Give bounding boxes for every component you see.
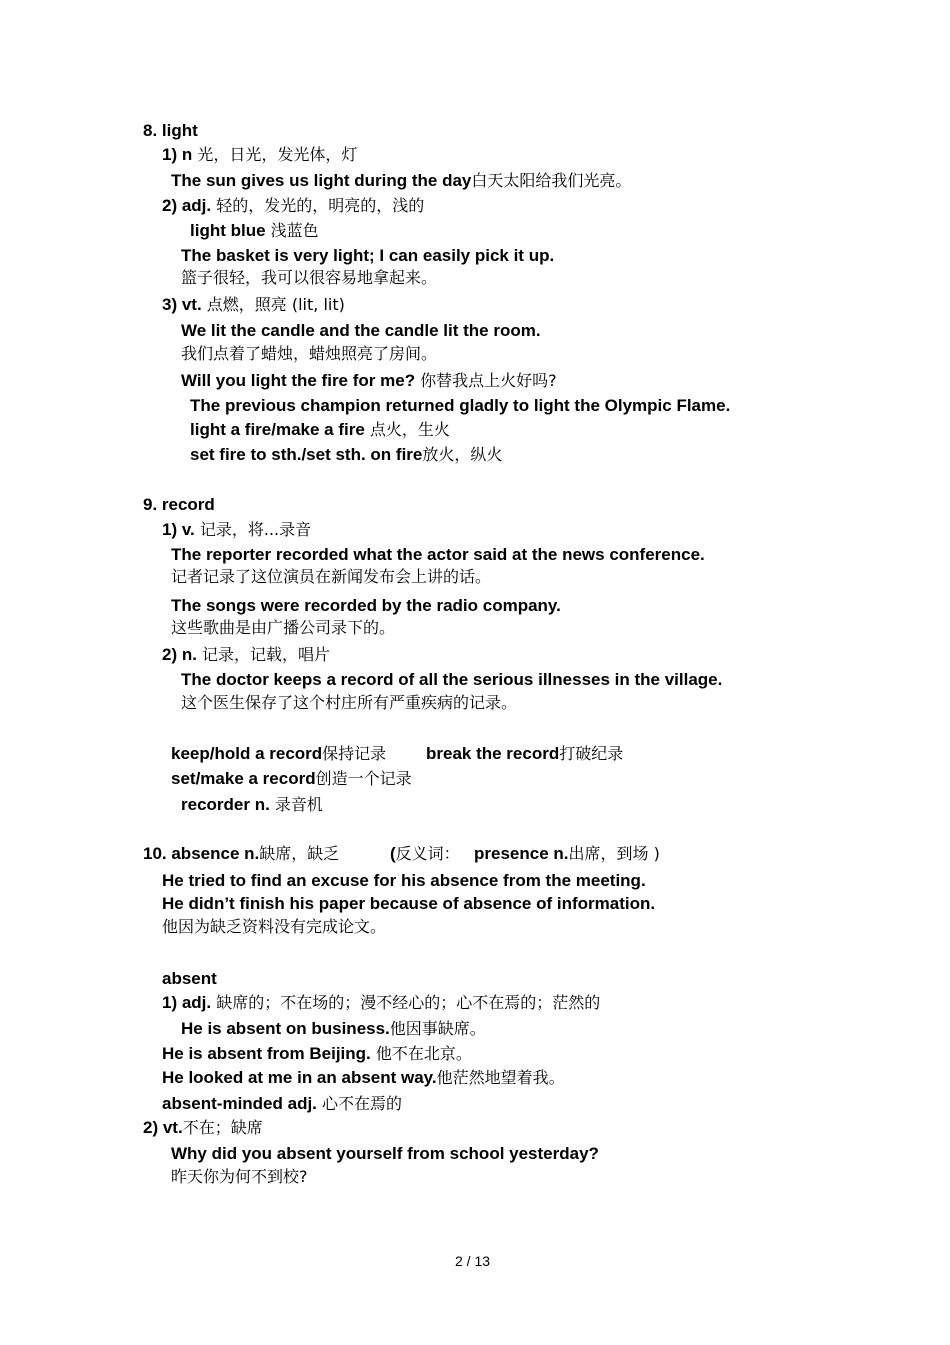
entry-heading-absence: 10. absence n.缺席，缺乏 [143,844,340,863]
example-line: He is absent on business.他因事缺席。 [181,1019,486,1038]
sense-line: 1) n 光，日光，发光体，灯 [162,145,358,164]
example-line: Will you light the fire for me? 你替我点上火好吗? [181,371,557,390]
sense-line: 1) v. 记录，将...录音 [162,520,312,539]
example-line: Why did you absent yourself from school yesterday? [171,1144,599,1163]
entry-heading-absent: absent [162,969,217,988]
example-line: The basket is very light; I can easily pick it up. [181,246,555,265]
translation-line: 这个医生保存了这个村庄所有严重疾病的记录。 [181,693,518,712]
phrase-line: absent-minded adj. 心不在焉的 [162,1094,403,1113]
translation-line: 他因为缺乏资料没有完成论文。 [162,917,387,936]
example-line: The doctor keeps a record of all the serious illnesses in the village. [181,670,723,689]
entry-heading-record: 9. record [143,495,215,514]
example-line: He didn’t finish his paper because of absence of information. [162,894,656,913]
page-number: 2 / 13 [455,1253,491,1269]
antonym-word: presence n.出席，到场 ) [474,844,660,863]
example-line: The reporter recorded what the actor said at the news conference. [171,545,705,564]
phrase-line: light blue 浅蓝色 [190,221,319,240]
phrase-line: set/make a record创造一个记录 [171,769,412,788]
example-line: We lit the candle and the candle lit the room. [181,321,541,340]
translation-line: 记者记录了这位演员在新闻发布会上讲的话。 [171,567,492,586]
entry-heading-light: 8. light [143,121,198,140]
translation-line: 昨天你为何不到校? [171,1167,308,1186]
example-line: He looked at me in an absent way.他茫然地望着我。 [162,1068,565,1087]
translation-line: 我们点着了蜡烛，蜡烛照亮了房间。 [181,344,438,363]
translation-line: 这些歌曲是由广播公司录下的。 [171,618,396,637]
phrase-line: recorder n. 录音机 [181,795,323,814]
example-line: He tried to find an excuse for his absence from the meeting. [162,871,646,890]
phrase-line: keep/hold a record保持记录 [171,744,387,763]
translation-line: 篮子很轻，我可以很容易地拿起来。 [181,268,438,287]
phrase-line: break the record打破纪录 [426,744,624,763]
example-line: The previous champion returned gladly to light the Olympic Flame. [190,396,731,415]
sense-line: 2) vt.不在；缺席 [143,1118,263,1137]
sense-line: 2) n. 记录，记载，唱片 [162,645,331,664]
sense-line: 3) vt. 点燃，照亮 (lit, lit) [162,295,345,314]
example-line: The sun gives us light during the day白天太阳给我们光亮。 [171,171,632,190]
example-line: He is absent from Beijing. 他不在北京。 [162,1044,472,1063]
sense-line: 1) adj. 缺席的；不在场的；漫不经心的；心不在焉的；茫然的 [162,993,601,1012]
phrase-line: light a fire/make a fire 点火，生火 [190,420,450,439]
antonym-note: (反义词： [390,844,460,863]
example-line: The songs were recorded by the radio company. [171,596,561,615]
sense-line: 2) adj. 轻的，发光的，明亮的，浅的 [162,196,425,215]
phrase-line: set fire to sth./set sth. on fire放火，纵火 [190,445,503,464]
